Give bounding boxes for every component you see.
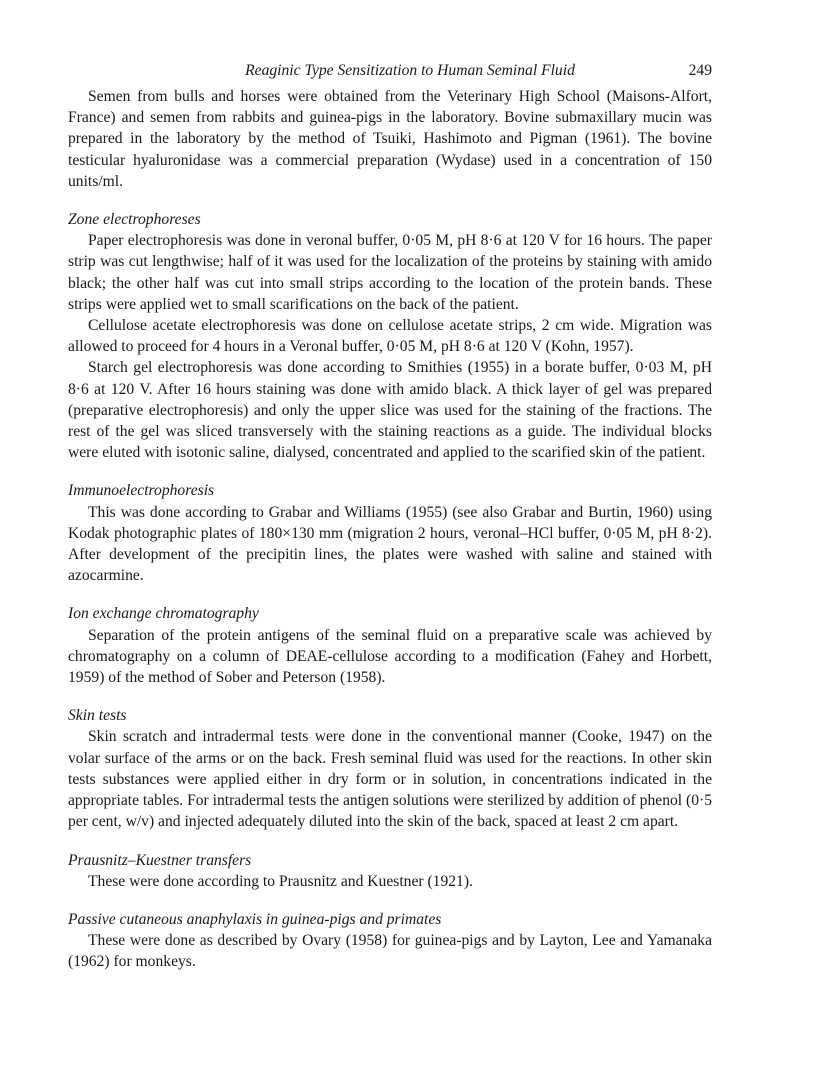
section-prausnitz-kuestner: [68, 850, 712, 892]
paragraph: Skin scratch and intradermal tests were done in the conventional manner (Cooke, 1947) on the volar surface of the arms or on the back. Fresh seminal fluid was used for the reactions. In other skin tests substances were applied either in dry form or in solution, in concentrations indicated in the appropriate tables. For intradermal tests the antigen solutions were sterilized by addition of phenol (0·5 per cent, w/v) and injected adequately diluted into the skin of the back, spaced at least 2 cm apart.: [68, 728, 712, 831]
paragraph: These were done according to Prausnitz and Kuestner (1921).: [88, 872, 473, 890]
section-heading: Zone electrophoreses: [68, 211, 201, 229]
paragraph: Cellulose acetate electrophoresis was done on cellulose acetate strips, 2 cm wide. Migration was allowed to proceed for 4 hours in a Veronal buffer, 0·05 M, pH 8·6 at 120 V (Kohn, 1957).: [68, 317, 712, 356]
section-heading: Ion exchange chromatography: [68, 605, 259, 623]
page-body: [68, 60, 712, 973]
running-title: Reaginic Type Sensitization to Human Seminal Fluid: [245, 62, 575, 79]
paragraph: Starch gel electrophoresis was done according to Smithies (1955) in a borate buffer, 0·03 M, pH 8·6 at 120 V. After 16 hours staining was done with amido black. A thick layer of gel was prepared (preparative electrophoresis) and only the upper slice was used for the staining of the fractions. The rest of the gel was sliced transversely with the staining reactions as a guide. The individual blocks were eluted with isotonic saline, dialysed, concentrated and applied to the scarified skin of the patient.: [68, 359, 712, 462]
section-heading: Passive cutaneous anaphylaxis in guinea-pigs and primates: [68, 910, 442, 928]
section-ion-exchange-chromatography: [68, 603, 712, 688]
section-heading: Skin tests: [68, 707, 127, 725]
section-heading: Immunoelectrophoresis: [68, 482, 215, 500]
section-zone-electrophoreses: [68, 209, 712, 463]
intro-paragraph: Semen from bulls and horses were obtained from the Veterinary High School (Maisons-Alfort, France) and semen from rabbits and guinea-pigs in the laboratory. Bovine submaxillary mucin was prepared in the laboratory by the method of Tsuiki, Hashimoto and Pigman (1961). The bovine testicular hyaluronidase was a commercial preparation (Wydase) used in a concentration of 150 units/ml.: [68, 88, 712, 190]
paragraph: Separation of the protein antigens of the seminal fluid on a preparative scale was achieved by chromatography on a column of DEAE-cellulose according to a modification (Fahey and Horbett, 1959) of the method of Sober and Peterson (1958).: [68, 626, 712, 687]
section-skin-tests: [68, 705, 712, 832]
section-heading: Prausnitz–Kuestner transfers: [68, 851, 252, 869]
running-header: [68, 60, 712, 86]
paragraph: Paper electrophoresis was done in veronal buffer, 0·05 M, pH 8·6 at 120 V for 16 hours. The paper strip was cut lengthwise; half of it was used for the localization of the proteins by staining with amido black; the other half was cut into small strips according to the location of the protein bands. These strips were applied wet to small scarifications on the back of the patient.: [68, 232, 712, 313]
section-immunoelectrophoresis: [68, 480, 712, 586]
page-number: 249: [688, 62, 712, 79]
paragraph: These were done as described by Ovary (1958) for guinea-pigs and by Layton, Lee and Yamanaka (1962) for monkeys.: [68, 932, 712, 971]
paragraph: This was done according to Grabar and Williams (1955) (see also Grabar and Burtin, 1960) using Kodak photographic plates of 180×130 mm (migration 2 hours, veronal–HCl buffer, 0·05 M, pH 8·2). After development of the precipitin lines, the plates were washed with saline and stained with azocarmine.: [68, 503, 712, 585]
section-passive-cutaneous-anaphylaxis: [68, 909, 712, 973]
